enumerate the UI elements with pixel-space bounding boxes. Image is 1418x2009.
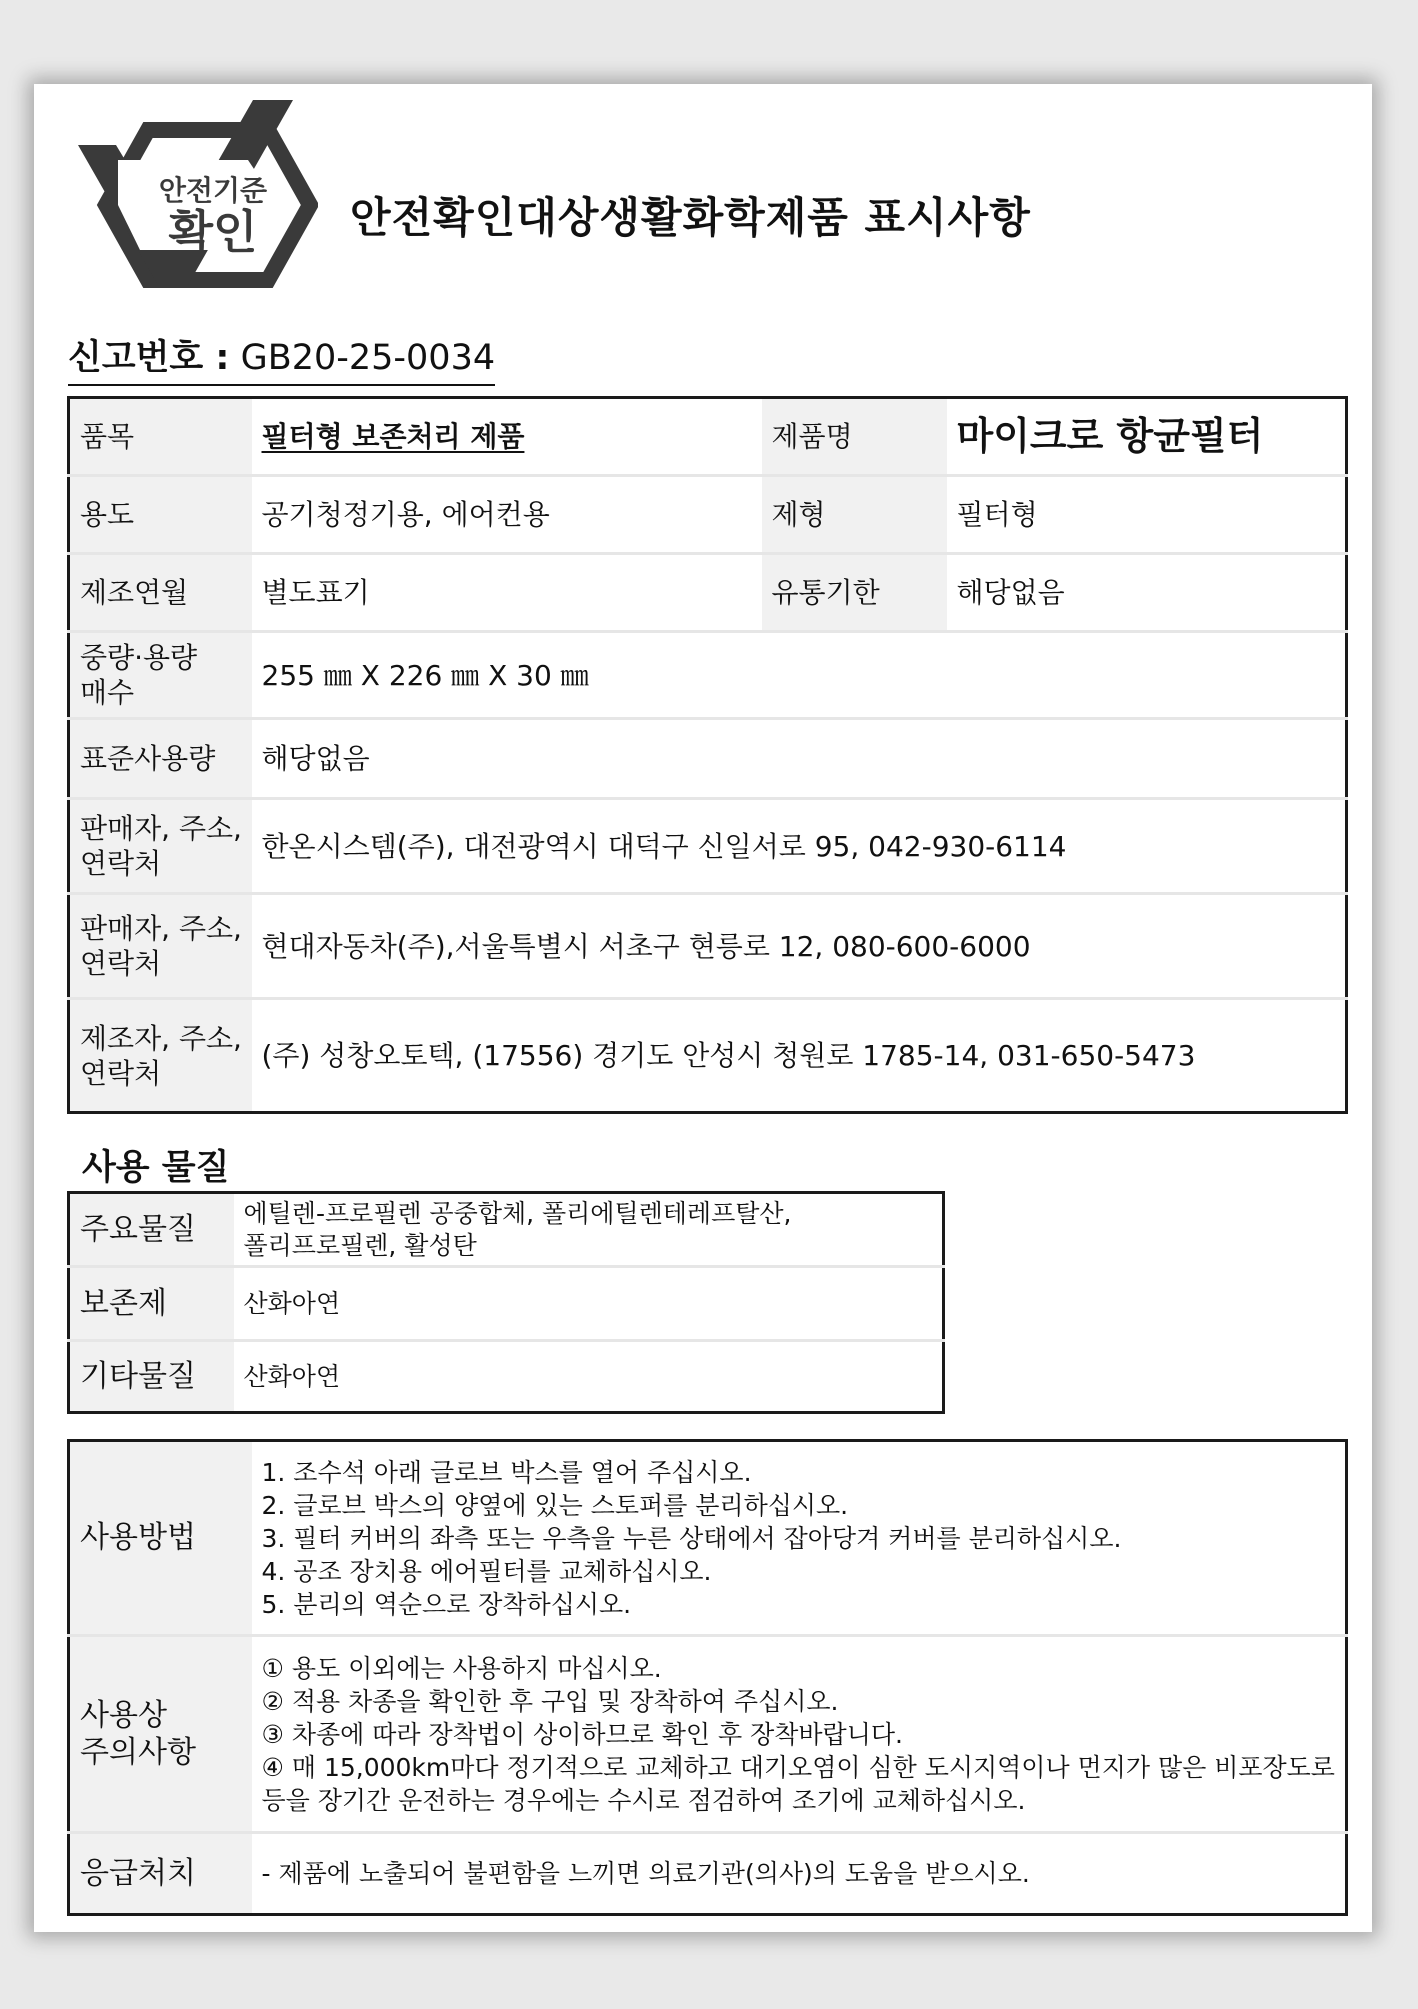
table-row [69,554,1347,632]
expiry-label: 유통기한 [762,554,947,632]
usage-method-line: 4. 공조 장치용 에어필터를 교체하십시오. [261,1556,712,1586]
main-substance-value [234,1193,944,1267]
table-row [69,1267,944,1341]
table-row [69,799,1347,894]
usage-method-line: 1. 조수석 아래 글로브 박스를 열어 주십시오. [261,1457,752,1487]
manufacturer-label [69,999,252,1113]
logo-text-top: 안전기준 [158,174,268,207]
table-row [69,632,1347,719]
manufacture-date-value: 별도표기 [261,576,370,609]
caution-label-line-2: 주의사항 [80,1735,196,1770]
caution-value [252,1636,1347,1833]
product-name-value: 마이크로 항균필터 [956,413,1264,458]
report-number [68,330,495,386]
usage-method-value [252,1441,1347,1636]
seller-2-label-line-2: 연락처 [80,947,162,980]
preservative-label: 보존제 [69,1267,234,1341]
weight-label-line-1: 중량·용량 [80,641,198,674]
main-substance-line-1: 에틸렌-프로필렌 공중합체, 폴리에틸렌테레프탈산, [243,1199,792,1229]
report-number-label: 신고번호 : [68,338,230,378]
table-row [69,1341,944,1413]
main-substance-line-2: 폴리프로필렌, 활성탄 [243,1230,477,1260]
seller-1-value: 한온시스템(주), 대전광역시 대덕구 신일서로 95, 042-930-6114 [261,829,1067,863]
table-row [69,398,1347,476]
item-value: 필터형 보존처리 제품 [261,420,525,453]
seller-1-label [69,799,252,894]
table-row [69,476,1347,554]
first-aid-value: - 제품에 노출되어 불편함을 느끼면 의료기관(의사)의 도움을 받으시오. [261,1859,1030,1888]
usage-label: 용도 [69,476,252,554]
usage-table [67,1439,1348,1916]
usage-method-line: 3. 필터 커버의 좌측 또는 우측을 누른 상태에서 잡아당겨 커버를 분리하십시오. [261,1523,1122,1553]
document-title: 안전확인대상생활화학제품 표시사항 [350,193,1031,242]
table-row [69,1193,944,1267]
materials-title: 사용 물질 [82,1148,230,1188]
weight-label [69,632,252,719]
table-row [69,1441,1347,1636]
caution-line: 등을 장기간 운전하는 경우에는 수시로 점검하여 조기에 교체하십시오. [261,1785,1026,1815]
table-row [69,1636,1347,1833]
seller-2-label-line-1: 판매자, 주소, [80,912,242,945]
other-substance-value: 산화아연 [243,1361,341,1391]
usage-method-line: 5. 분리의 역순으로 장착하십시오. [261,1589,632,1619]
manufacture-date-label: 제조연월 [69,554,252,632]
standard-usage-label: 표준사용량 [69,719,252,799]
usage-method-label: 사용방법 [69,1441,252,1636]
form-value: 필터형 [956,498,1038,531]
product-name-label: 제품명 [762,398,947,476]
caution-label-line-1: 사용상 [80,1697,167,1733]
caution-line: ① 용도 이외에는 사용하지 마십시오. [261,1653,662,1683]
safety-check-logo [78,100,318,310]
other-substance-label: 기타물질 [69,1341,234,1413]
table-row [69,999,1347,1113]
standard-usage-value: 해당없음 [261,742,370,775]
weight-label-line-2: 매수 [80,676,135,709]
seller-1-label-line-1: 판매자, 주소, [80,812,242,845]
table-row [69,894,1347,999]
weight-value: 255 ㎜ X 226 ㎜ X 30 ㎜ [261,658,589,692]
item-label: 품목 [69,398,252,476]
preservative-value: 산화아연 [243,1288,341,1318]
usage-value: 공기청정기용, 에어컨용 [261,498,550,531]
materials-table [67,1191,945,1414]
table-row [69,1833,1347,1915]
logo-text-main: 확인 [168,205,258,259]
manufacturer-value: (주) 성창오토텍, (17556) 경기도 안성시 청원로 1785-14, 031-650-5473 [261,1039,1196,1072]
seller-2-value: 현대자동차(주),서울특별시 서초구 현릉로 12, 080-600-6000 [261,929,1031,963]
caution-label [69,1636,252,1833]
caution-line: ③ 차종에 따라 장착법이 상이하므로 확인 후 장착바랍니다. [261,1719,903,1749]
report-number-value: GB20-25-0034 [240,338,496,378]
manufacturer-label-line-1: 제조자, 주소, [80,1021,242,1055]
first-aid-label: 응급처치 [69,1833,252,1915]
caution-line: ② 적용 차종을 확인한 후 구입 및 장착하여 주십시오. [261,1686,839,1716]
main-substance-label: 주요물질 [69,1193,234,1267]
seller-2-label [69,894,252,999]
product-info-table [67,396,1348,1114]
form-label: 제형 [762,476,947,554]
caution-line: ④ 매 15,000km마다 정기적으로 교체하고 대기오염이 심한 도시지역이나 먼지가 많은 비포장도로 [261,1752,1335,1782]
seller-1-label-line-2: 연락처 [80,847,162,880]
expiry-value: 해당없음 [956,576,1065,609]
table-row [69,719,1347,799]
manufacturer-label-line-2: 연락처 [80,1056,162,1090]
usage-method-line: 2. 글로브 박스의 양옆에 있는 스토퍼를 분리하십시오. [261,1490,849,1520]
